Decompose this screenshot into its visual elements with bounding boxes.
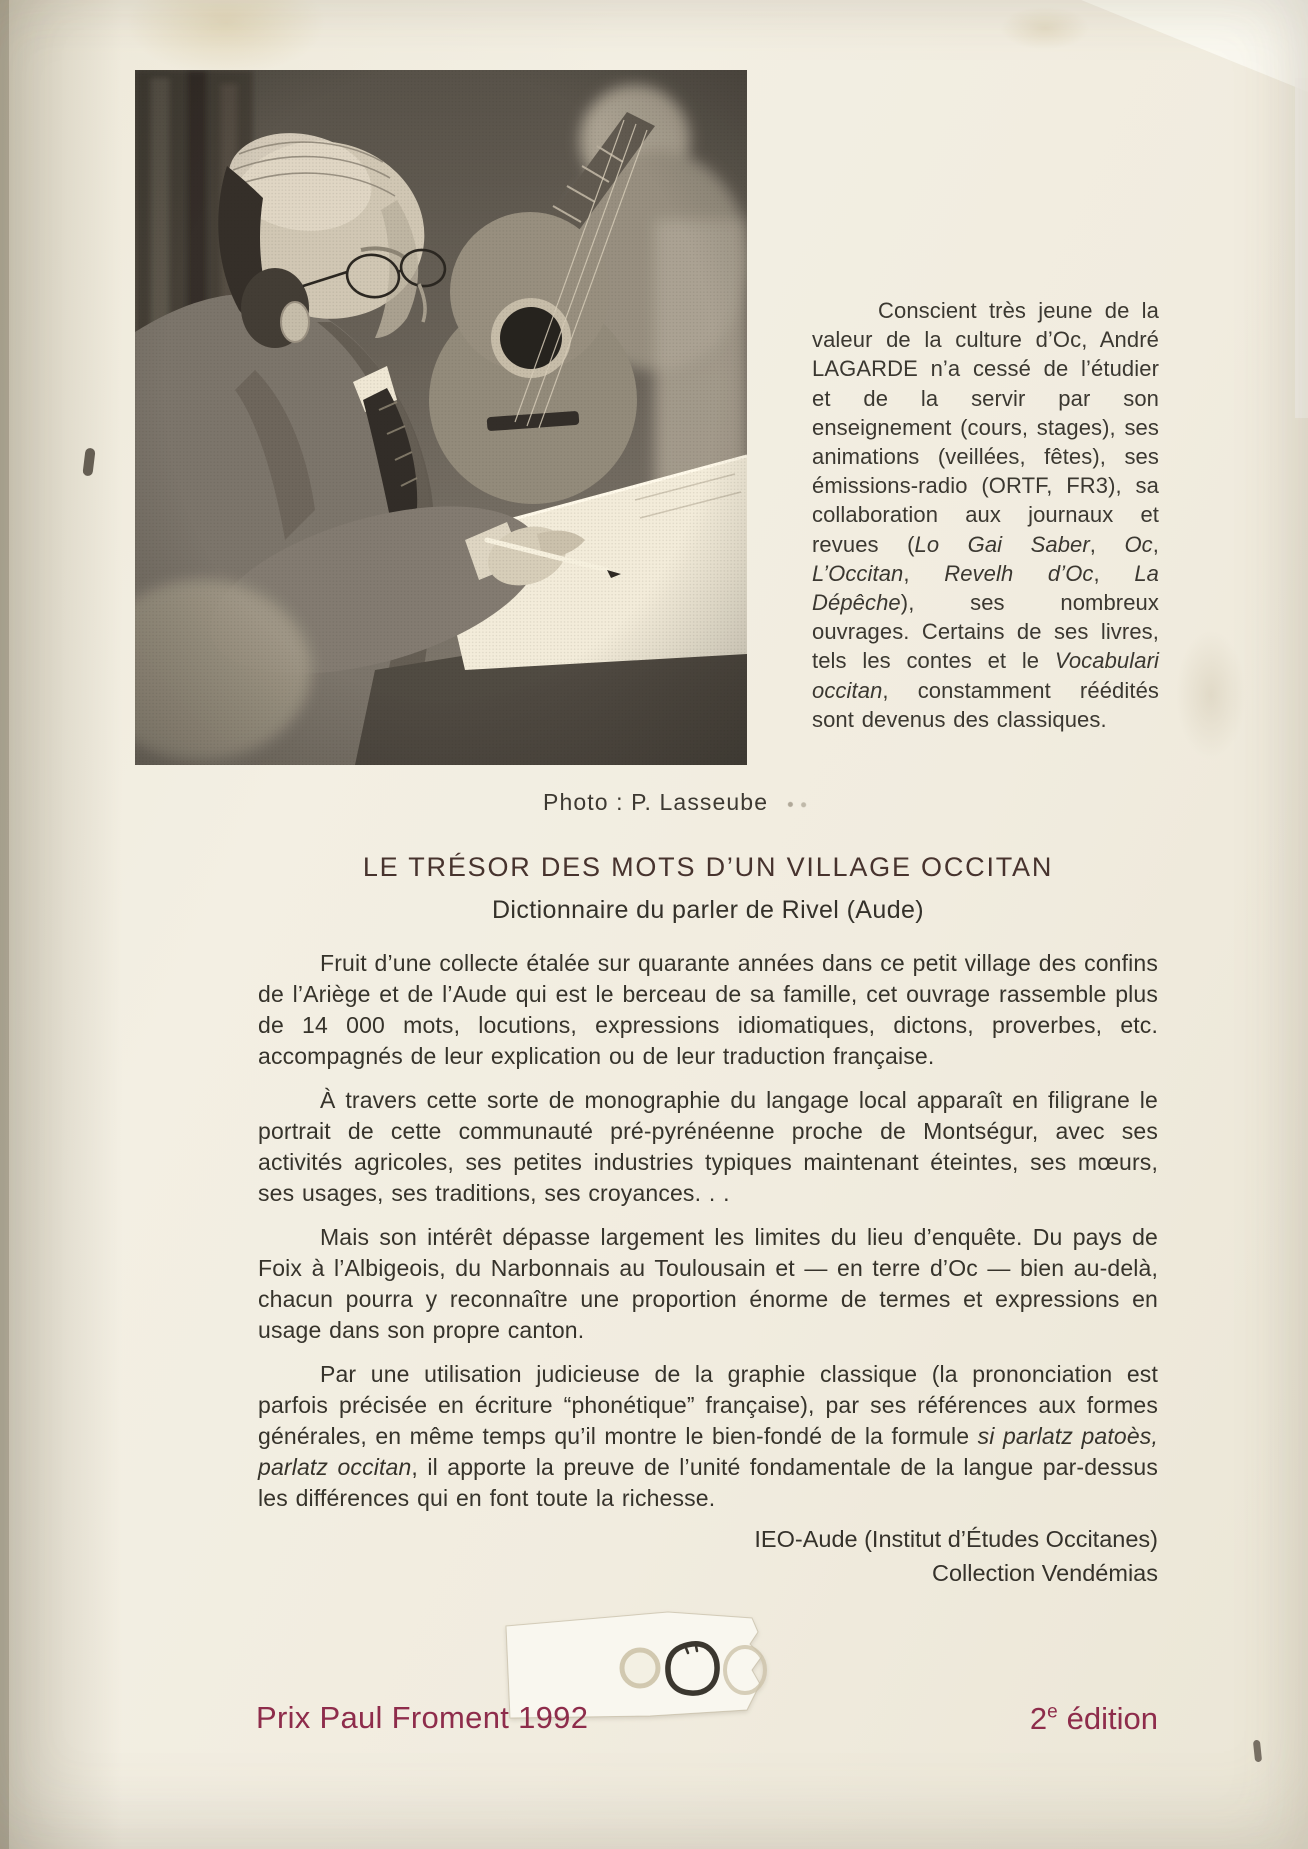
- author-photo: [135, 70, 747, 765]
- book-subtitle: Dictionnaire du parler de Rivel (Aude): [491, 896, 925, 924]
- author-photo-illustration: [135, 70, 747, 765]
- paper-stain: [1176, 630, 1246, 760]
- author-intro-paragraph: Conscient très jeune de la valeur de la culture d’Oc, André LAGARDE n’a cessé de l’étudier et de la servir par son enseignement (cours, stages), ses animations (veillées, fêtes), ses émissions-radio (ORTF, FR3), sa collaboration aux journaux et revues (Lo Gai Saber, Oc, L’Occitan, Revelh d’Oc, La Dépêche), ses nombreux ouvrages. Certains de ses livres, tels les contes et le Vocabulari occitan, constamment réédités sont devenus des classiques.: [812, 298, 1159, 732]
- stray-ink-mark: [1253, 1740, 1262, 1763]
- book-title: LE TRÉSOR DES MOTS D’UN VILLAGE OCCITAN: [362, 852, 1054, 882]
- collection-line: Collection Vendémias: [932, 1560, 1158, 1586]
- scan-smudge: [782, 800, 812, 808]
- edition-word: édition: [1066, 1701, 1158, 1736]
- paper-stain: [1000, 6, 1090, 50]
- blurb: [258, 948, 1158, 1527]
- publisher-block: [258, 1522, 1158, 1590]
- blurb-paragraph: À travers cette sorte de monographie du langage local apparaît en filigrane le portrait de cette communauté pré-pyrénéenne proche de Montségur, avec ses activités agricoles, ses petites industries typiques maintenant éteintes, ses mœurs, ses usages, ses traditions, ses croyances. . .: [258, 1087, 1158, 1206]
- photo-caption-text: Photo : P. Lasseube: [543, 789, 769, 815]
- blurb-paragraph: Par une utilisation judicieuse de la graphie classique (la prononciation est parfois précisée en écriture “phonétique” française), par ses références aux formes générales, en même temps qu’il montre le bien-fondé de la formule si parlatz patoès, parlatz occitan, il apporte la preuve de l’unité fondamentale de la langue par-dessus les différences qui en font toute la richesse.: [258, 1361, 1158, 1511]
- scan-corner-sliver-top-right: [1056, 0, 1308, 92]
- scan-edge-shading-left: [0, 0, 122, 1849]
- edition-superscript: e: [1047, 1701, 1058, 1723]
- scan-edge-strip-right: [1295, 78, 1308, 418]
- blurb-paragraph: Fruit d’une collecte étalée sur quarante années dans ce petit village des confins de l’Ariège et de l’Aude qui est le berceau de sa famille, cet ouvrage rassemble plus de 14 000 mots, locutions, expressions idiomatiques, dictons, proverbes, etc. accompagnés de leur explication ou de leur traduction française.: [258, 950, 1158, 1069]
- edition-number: 2: [1029, 1701, 1048, 1736]
- photo-caption: [543, 789, 812, 816]
- paper-stain: [126, 0, 326, 76]
- tape-faint-circle: [622, 1650, 658, 1686]
- publisher-line: IEO-Aude (Institut d’Études Occitanes): [754, 1526, 1158, 1552]
- scan-edge-line-left: [0, 0, 9, 1849]
- prize-label: Prix Paul Froment 1992: [256, 1700, 589, 1735]
- edition-label: [1030, 1701, 1158, 1737]
- blurb-paragraph: Mais son intérêt dépasse largement les limites du lieu d’enquête. Du pays de Foix à l’Albigeois, du Narbonnais au Toulousain et — en terre d’Oc — bien au-delà, chacun pourra y reconnaître une proportion énorme de termes et expressions en usage dans son propre canton.: [258, 1224, 1158, 1343]
